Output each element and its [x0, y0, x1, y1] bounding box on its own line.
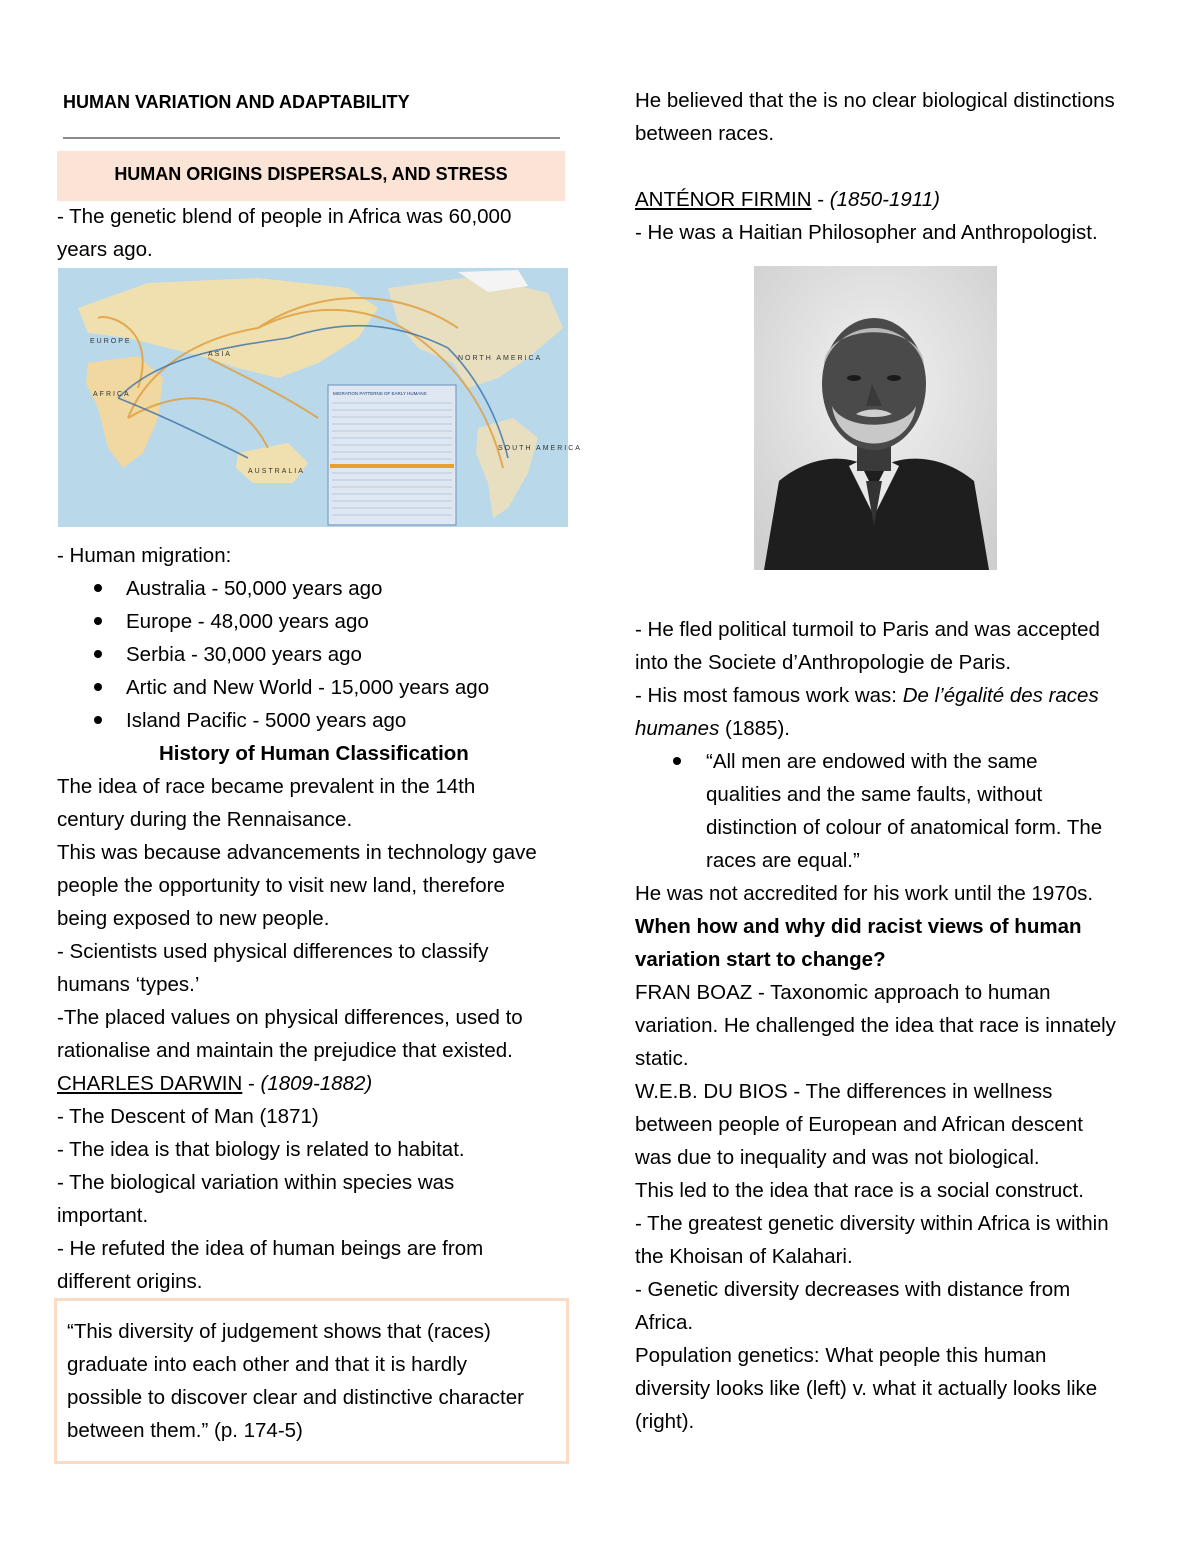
- migration-item: Artic and New World - 15,000 years ago: [126, 676, 490, 699]
- map-label-africa: AFRICA: [93, 391, 131, 398]
- map-label-australia: AUSTRALIA: [248, 468, 305, 475]
- bullet-icon: [94, 716, 102, 724]
- body-line: being exposed to new people.: [57, 907, 330, 930]
- firmin-quote-line: qualities and the same faults, without: [706, 783, 1043, 806]
- bullet-icon: [94, 617, 102, 625]
- migration-item: Island Pacific - 5000 years ago: [126, 709, 407, 732]
- body-line: - He fled political turmoil to Paris and was accepted: [635, 618, 1100, 641]
- migration-item: Serbia - 30,000 years ago: [126, 643, 362, 666]
- body-line: -The placed values on physical differences, used to: [57, 1006, 523, 1029]
- body-line: century during the Rennaisance.: [57, 808, 353, 831]
- bullet-icon: [673, 757, 681, 765]
- darwin-line: - The Descent of Man (1871): [57, 1105, 319, 1128]
- body-line: the Khoisan of Kalahari.: [635, 1245, 853, 1268]
- firmin-quote-line: distinction of colour of anatomical form. The: [706, 816, 1103, 839]
- darwin-separator: -: [242, 1072, 261, 1095]
- darwin-line: important.: [57, 1204, 149, 1227]
- map-table-title: MIGRATION PATTERNS OF EARLY HUMANS: [333, 391, 427, 396]
- darwin-heading: [57, 1067, 372, 1100]
- bullet-icon: [94, 683, 102, 691]
- body-line: static.: [635, 1047, 689, 1070]
- body-line: W.E.B. DU BIOS - The differences in wellness: [635, 1080, 1053, 1103]
- firmin-quote-line: “All men are endowed with the same: [706, 750, 1038, 773]
- accredited-line: He was not accredited for his work until the 1970s.: [635, 882, 1094, 905]
- famous-title: De l’égalité des races: [902, 684, 1099, 707]
- body-line: - The greatest genetic diversity within Africa is within: [635, 1212, 1109, 1235]
- intro-line: - The genetic blend of people in Africa was 60,000: [57, 205, 512, 228]
- famous-work-line: [635, 712, 790, 745]
- darwin-line: - The idea is that biology is related to habitat.: [57, 1138, 465, 1161]
- darwin-line: different origins.: [57, 1270, 203, 1293]
- body-line: between people of European and African descent: [635, 1113, 1083, 1136]
- title-divider: [63, 137, 560, 139]
- map-label-asia: ASIA: [208, 351, 232, 358]
- intro-line: years ago.: [57, 238, 153, 261]
- body-line: humans ‘types.’: [57, 973, 200, 996]
- body-line: diversity looks like (left) v. what it actually looks like: [635, 1377, 1098, 1400]
- famous-prefix: - His most famous work was:: [635, 684, 903, 707]
- document-title: HUMAN VARIATION AND ADAPTABILITY: [63, 92, 410, 112]
- map-label-europe: EUROPE: [90, 338, 132, 345]
- famous-title: humanes: [635, 717, 720, 740]
- history-heading: History of Human Classification: [159, 742, 469, 765]
- quote-line: possible to discover clear and distinctive character: [67, 1386, 524, 1409]
- map-table: [328, 385, 456, 525]
- quote-line: graduate into each other and that it is hardly: [67, 1353, 468, 1376]
- map-label-south-america: SOUTH AMERICA: [498, 445, 582, 452]
- firmin-portrait: [754, 266, 997, 570]
- firmin-dates: (1850-1911): [829, 188, 940, 211]
- darwin-quote-box: [54, 1298, 569, 1464]
- body-line: between races.: [635, 122, 775, 145]
- body-line: This led to the idea that race is a social construct.: [635, 1179, 1084, 1202]
- darwin-dates: (1809-1882): [260, 1072, 373, 1095]
- body-line: was due to inequality and was not biological.: [635, 1146, 1040, 1169]
- migration-map: [58, 268, 582, 527]
- firmin-description: - He was a Haitian Philosopher and Anthropologist.: [635, 221, 1098, 244]
- body-line: This was because advancements in technology gave: [57, 841, 537, 864]
- quote-line: between them.” (p. 174-5): [67, 1419, 303, 1442]
- firmin-quote-line: races are equal.”: [706, 849, 860, 872]
- migration-item: Australia - 50,000 years ago: [126, 577, 383, 600]
- body-line: into the Societe d’Anthropologie de Paris.: [635, 651, 1012, 674]
- body-line: The idea of race became prevalent in the 14th: [57, 775, 476, 798]
- darwin-line: - The biological variation within species was: [57, 1171, 455, 1194]
- body-line: people the opportunity to visit new land, therefore: [57, 874, 505, 897]
- bullet-icon: [94, 584, 102, 592]
- firmin-name: ANTÉNOR FIRMIN: [635, 188, 812, 211]
- body-line: variation. He challenged the idea that race is innately: [635, 1014, 1116, 1037]
- bullet-icon: [94, 650, 102, 658]
- migration-item: Europe - 48,000 years ago: [126, 610, 369, 633]
- body-line: - Genetic diversity decreases with distance from: [635, 1278, 1071, 1301]
- body-line: (right).: [635, 1410, 695, 1433]
- darwin-name: CHARLES DARWIN: [57, 1072, 243, 1095]
- migration-heading: - Human migration:: [57, 544, 232, 567]
- firmin-separator: -: [811, 188, 830, 211]
- section-title: HUMAN ORIGINS DISPERSALS, AND STRESS: [114, 164, 508, 184]
- famous-work-line: [635, 679, 1099, 712]
- darwin-line: - He refuted the idea of human beings are from: [57, 1237, 484, 1260]
- question-heading: variation start to change?: [635, 948, 886, 971]
- body-line: - Scientists used physical differences to classify: [57, 940, 489, 963]
- section-banner: [57, 151, 565, 201]
- body-line: He believed that the is no clear biological distinctions: [635, 89, 1115, 112]
- famous-suffix: (1885).: [719, 717, 790, 740]
- map-label-north-america: NORTH AMERICA: [458, 355, 543, 362]
- quote-line: “This diversity of judgement shows that (races): [67, 1320, 491, 1343]
- firmin-heading: [635, 183, 940, 216]
- question-heading: When how and why did racist views of human: [635, 915, 1082, 938]
- body-line: Population genetics: What people this human: [635, 1344, 1047, 1367]
- body-line: FRAN BOAZ - Taxonomic approach to human: [635, 981, 1051, 1004]
- body-line: rationalise and maintain the prejudice that existed.: [57, 1039, 513, 1062]
- body-line: Africa.: [635, 1311, 694, 1334]
